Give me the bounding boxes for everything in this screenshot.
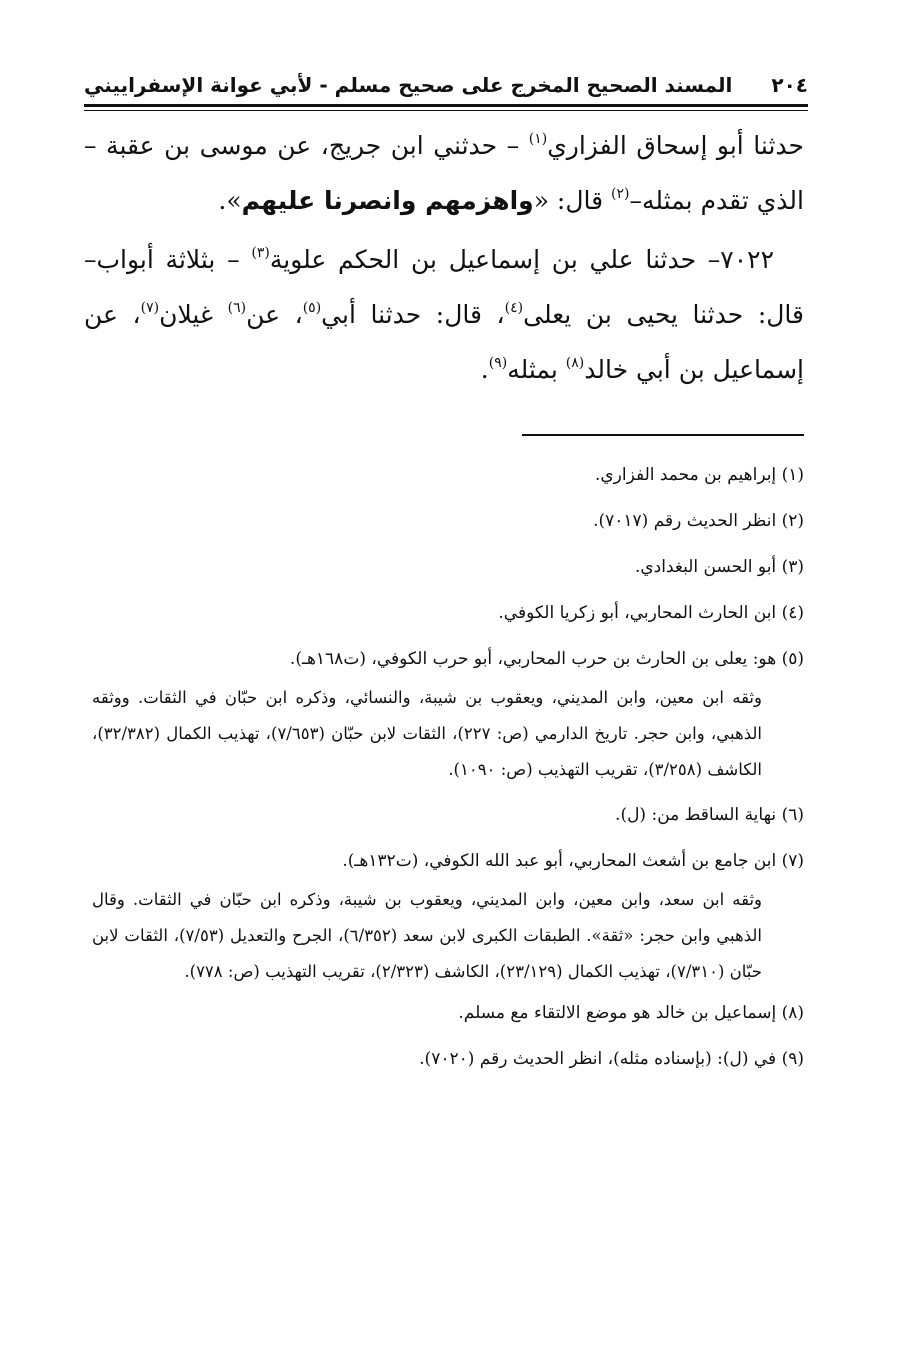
footnote-text: ابن جامع بن أشعث المحاربي، أبو عبد الله الكوفي، (ت١٣٢هـ). xyxy=(342,851,777,871)
header-rule-thick xyxy=(84,104,808,107)
footnote-ref-2: (٢) xyxy=(611,185,630,202)
footnote-8 xyxy=(92,996,804,1030)
footnote-text: إسماعيل بن خالد هو موضع الالتقاء مع مسلم. xyxy=(458,1003,777,1023)
footnote-label: (٦) xyxy=(781,805,804,825)
text-run: ، عن xyxy=(246,300,303,329)
footnote-ref-3: (٣) xyxy=(251,244,270,261)
footnote-ref-7: (٧) xyxy=(140,299,160,316)
text-run: ، عن إسماعيل بن أبي خالد xyxy=(84,300,804,384)
footnote-text: في (ل): (بإسناده مثله)، انظر الحديث رقم (٧٠٢٠). xyxy=(419,1049,777,1069)
footnote-4 xyxy=(92,596,804,630)
footnote-7-details: وثقه ابن سعد، وابن معين، وابن المديني، ويعقوب بن شيبة، وذكره ابن حبّان في الثقات. وقال الذهبي وابن حجر: «ثقة». الطبقات الكبرى لابن سعد (٦/٣٥٢)، الجرح والتعديل (٧/٥٣)، الثقات لابن حبّان (٧/٣١٠)، تهذيب الكمال (٢٣/١٢٩)، الكاشف (٢/٣٢٣)، تقريب التهذيب (ص: ٧٧٨). xyxy=(92,890,762,981)
text-run: . xyxy=(480,355,489,384)
footnote-separator xyxy=(522,434,804,436)
text-run: ، قال: حدثنا أبي xyxy=(321,300,505,329)
text-run: – حدثني ابن جريج، عن موسى بن عقبة – الذي تقدم بمثله– xyxy=(84,131,804,215)
footnote-5 xyxy=(92,642,804,676)
text-run: حدثنا أبو إسحاق الفزاري xyxy=(547,131,804,160)
footnote-2 xyxy=(92,504,804,538)
footnote-label: (٧) xyxy=(781,851,804,871)
main-text xyxy=(84,118,804,397)
header-rule-thin xyxy=(84,110,808,111)
text-run: ٧٠٢٢– حدثنا علي بن إسماعيل بن الحكم علوية xyxy=(269,245,775,274)
footnote-label: (٩) xyxy=(781,1049,804,1069)
footnote-9 xyxy=(92,1042,804,1076)
footnote-6 xyxy=(92,798,804,832)
hadith-quote: واهزمهم وانصرنا عليهم xyxy=(241,186,534,215)
footnote-label: (٥) xyxy=(781,649,804,669)
footnote-3 xyxy=(92,550,804,584)
footnote-text: إبراهيم بن محمد الفزاري. xyxy=(594,465,777,485)
footnote-label: (٤) xyxy=(781,603,804,623)
footnote-text: أبو الحسن البغدادي. xyxy=(634,557,777,577)
footnote-label: (٣) xyxy=(781,557,804,577)
footnotes xyxy=(92,458,804,1088)
footnote-ref-1: (١) xyxy=(528,130,548,147)
footnote-ref-5: (٥) xyxy=(302,299,322,316)
page-number: ٢٠٤ xyxy=(771,73,808,97)
footnote-text: انظر الحديث رقم (٧٠١٧). xyxy=(593,511,777,531)
footnote-5-details: وثقه ابن معين، وابن المديني، ويعقوب بن شيبة، والنسائي، وذكره ابن حبّان في الثقات. ووثقه الذهبي، وابن حجر. تاريخ الدارمي (ص: ٢٢٧)، الثقات لابن حبّان (٧/٦٥٣)، تهذيب الكمال (٣٢/٣٨٢)، الكاشف (٣/٢٥٨)، تقريب التهذيب (ص: ١٠٩٠). xyxy=(92,688,762,779)
footnote-text: نهاية الساقط من: (ل). xyxy=(615,805,777,825)
footnote-label: (٢) xyxy=(781,511,804,531)
footnote-label: (١) xyxy=(781,465,804,485)
footnote-text: هو: يعلى بن الحارث بن حرب المحاربي، أبو حرب الكوفي، (ت١٦٨هـ). xyxy=(289,649,777,669)
paragraph-2 xyxy=(84,232,804,397)
running-title: المسند الصحيح المخرج على صحيح مسلم - لأبي عوانة الإسفراييني xyxy=(84,73,733,97)
text-run: قال: « xyxy=(533,186,612,215)
text-run: غيلان xyxy=(159,300,228,329)
footnote-text: ابن الحارث المحاربي، أبو زكريا الكوفي. xyxy=(498,603,777,623)
footnote-label: (٨) xyxy=(781,1003,804,1023)
paragraph-1 xyxy=(84,118,804,228)
footnote-ref-6: (٦) xyxy=(227,299,247,316)
running-header xyxy=(84,62,808,102)
footnote-ref-8: (٨) xyxy=(565,354,585,371)
text-run: – بثلاثة أبواب– قال: حدثنا يحيى بن يعلى xyxy=(84,245,804,329)
text-run: ». xyxy=(218,186,242,215)
footnote-1 xyxy=(92,458,804,492)
footnote-ref-4: (٤) xyxy=(504,299,524,316)
footnote-ref-9: (٩) xyxy=(488,354,508,371)
text-run: بمثله xyxy=(507,355,566,384)
footnote-7 xyxy=(92,844,804,878)
